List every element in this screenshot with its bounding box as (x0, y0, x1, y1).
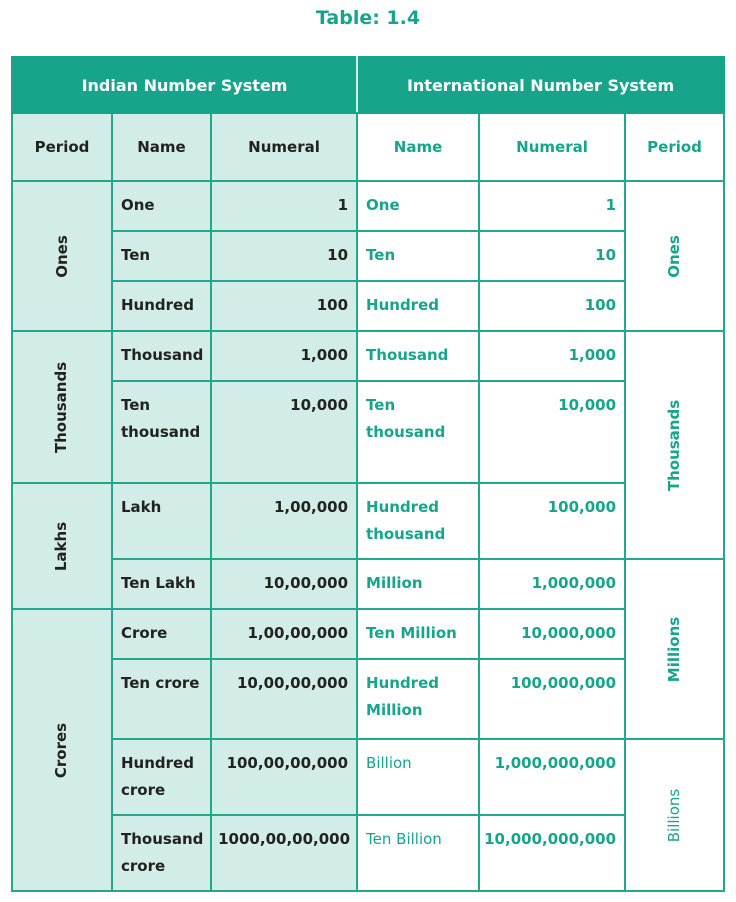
intl-name-cell: Hundred thousand (357, 483, 479, 559)
indian-period-col-header: Period (12, 113, 112, 181)
intl-name-cell: Hundred (357, 281, 479, 331)
intl-numeral-cell: 10,000,000,000 (479, 815, 625, 891)
indian-numeral-cell: 1 (211, 181, 357, 231)
indian-numeral-cell: 10 (211, 231, 357, 281)
indian-name-cell: Ten Lakh (112, 559, 211, 609)
table-row (12, 815, 724, 891)
column-header-row (12, 113, 724, 181)
indian-period-crores: Crores (12, 609, 112, 891)
intl-numeral-cell: 1,000,000,000 (479, 739, 625, 815)
indian-numeral-cell: 1,00,00,000 (211, 609, 357, 659)
intl-period-thousands: Thousands (625, 331, 724, 559)
table-row (12, 483, 724, 559)
table-row (12, 281, 724, 331)
intl-name-cell: Million (357, 559, 479, 609)
intl-numeral-cell: 10 (479, 231, 625, 281)
table-row (12, 609, 724, 659)
intl-numeral-cell: 10,000,000 (479, 609, 625, 659)
intl-period-millions: Millions (625, 559, 724, 739)
indian-name-cell: Hundred crore (112, 739, 211, 815)
table-row (12, 381, 724, 483)
intl-name-cell: Ten Billion (357, 815, 479, 891)
indian-name-cell: Ten crore (112, 659, 211, 739)
indian-numeral-cell: 100,00,00,000 (211, 739, 357, 815)
indian-name-cell: Ten (112, 231, 211, 281)
number-system-table (11, 56, 725, 892)
intl-numeral-col-header: Numeral (479, 113, 625, 181)
table-row (12, 559, 724, 609)
intl-numeral-cell: 1,000,000 (479, 559, 625, 609)
table-row (12, 331, 724, 381)
intl-period-col-header: Period (625, 113, 724, 181)
intl-name-cell: One (357, 181, 479, 231)
indian-period-ones: Ones (12, 181, 112, 331)
indian-numeral-cell: 1000,00,00,000 (211, 815, 357, 891)
indian-name-col-header: Name (112, 113, 211, 181)
intl-numeral-cell: 10,000 (479, 381, 625, 483)
indian-numeral-cell: 100 (211, 281, 357, 331)
indian-period-lakhs: Lakhs (12, 483, 112, 609)
indian-name-cell: Crore (112, 609, 211, 659)
intl-name-col-header: Name (357, 113, 479, 181)
indian-header: Indian Number System (12, 57, 357, 113)
international-header: International Number System (357, 57, 724, 113)
indian-name-cell: Thousand crore (112, 815, 211, 891)
indian-name-cell: Hundred (112, 281, 211, 331)
intl-name-cell: Ten (357, 231, 479, 281)
indian-numeral-cell: 1,00,000 (211, 483, 357, 559)
intl-numeral-cell: 100,000,000 (479, 659, 625, 739)
intl-period-ones: Ones (625, 181, 724, 331)
table-row (12, 659, 724, 739)
indian-name-cell: Lakh (112, 483, 211, 559)
indian-name-cell: Thousand (112, 331, 211, 381)
indian-name-cell: One (112, 181, 211, 231)
intl-name-cell: Ten Million (357, 609, 479, 659)
intl-name-cell: Thousand (357, 331, 479, 381)
table-title: Table: 1.4 (315, 7, 421, 29)
intl-numeral-cell: 100 (479, 281, 625, 331)
table-row (12, 181, 724, 231)
table-row (12, 739, 724, 815)
indian-name-cell: Ten thousand (112, 381, 211, 483)
indian-numeral-cell: 1,000 (211, 331, 357, 381)
indian-numeral-cell: 10,00,000 (211, 559, 357, 609)
intl-period-billions: Billions (625, 739, 724, 891)
intl-numeral-cell: 1,000 (479, 331, 625, 381)
indian-numeral-cell: 10,00,00,000 (211, 659, 357, 739)
intl-name-cell: Ten thousand (357, 381, 479, 483)
indian-numeral-cell: 10,000 (211, 381, 357, 483)
intl-numeral-cell: 100,000 (479, 483, 625, 559)
header-row (12, 57, 724, 113)
indian-numeral-col-header: Numeral (211, 113, 357, 181)
table-row (12, 231, 724, 281)
intl-name-cell: Hundred Million (357, 659, 479, 739)
intl-name-cell: Billion (357, 739, 479, 815)
intl-numeral-cell: 1 (479, 181, 625, 231)
indian-period-thousands: Thousands (12, 331, 112, 483)
